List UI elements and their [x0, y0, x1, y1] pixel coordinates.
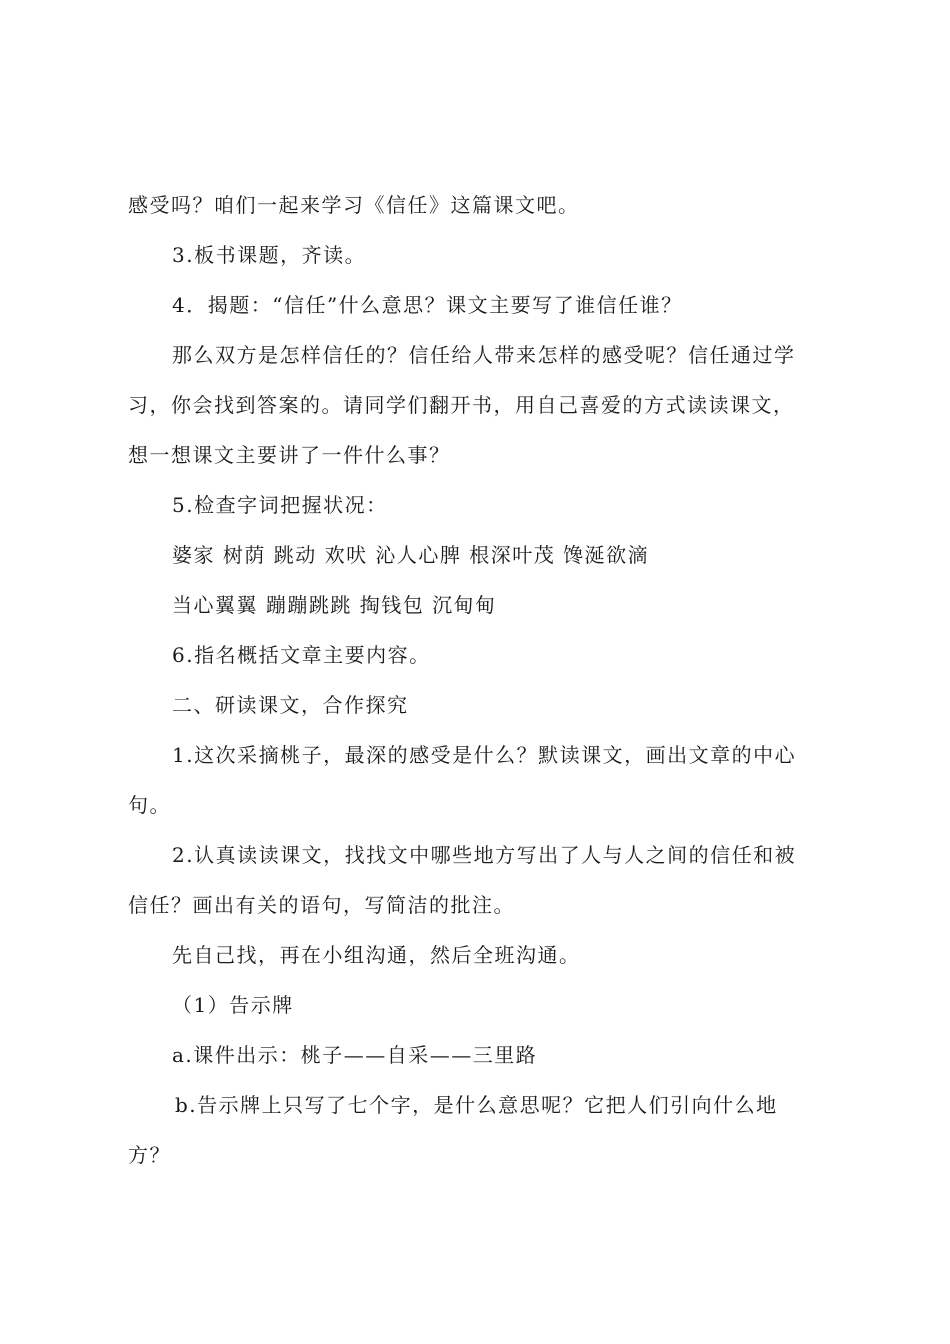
text-line: 3.板书课题，齐读。 — [172, 243, 367, 267]
text-line: b.告示牌上只写了七个字，是什么意思呢？它把人们引向什么地 — [175, 1093, 778, 1117]
text-line: 4．揭题：“信任”什么意思？课文主要写了谁信任谁？ — [172, 293, 683, 317]
text-line: 2.认真读读课文，找找文中哪些地方写出了人与人之间的信任和被 — [172, 843, 797, 867]
text-line: 先自己找，再在小组沟通，然后全班沟通。 — [172, 943, 581, 967]
text-line: a.课件出示：桃子——自采——三里路 — [172, 1043, 538, 1067]
text-line: 句。 — [128, 793, 171, 817]
text-line: 当心翼翼 蹦蹦跳跳 掏钱包 沉甸甸 — [172, 593, 497, 617]
text-line: （1）告示牌 — [172, 993, 294, 1017]
text-line: 想一想课文主要讲了一件什么事？ — [128, 443, 451, 467]
text-line: 习，你会找到答案的。请同学们翻开书，用自己喜爱的方式读读课文， — [128, 393, 795, 417]
text-line: 那么双方是怎样信任的？信任给人带来怎样的感受呢？信任通过学 — [172, 343, 796, 367]
text-line: 方？ — [128, 1143, 171, 1167]
section-heading: 二、研读课文，合作探究 — [172, 693, 409, 717]
text-line: 婆家 树荫 跳动 欢吠 沁人心脾 根深叶茂 馋涎欲滴 — [172, 543, 650, 567]
text-line: 信任？画出有关的语句，写简洁的批注。 — [128, 893, 515, 917]
text-line: 6.指名概括文章主要内容。 — [172, 643, 431, 667]
text-line: 5.检查字词把握状况： — [172, 493, 388, 517]
text-line: 1.这次采摘桃子，最深的感受是什么？默读课文，画出文章的中心 — [172, 743, 797, 767]
text-line: 感受吗？咱们一起来学习《信任》这篇课文吧。 — [128, 193, 580, 217]
